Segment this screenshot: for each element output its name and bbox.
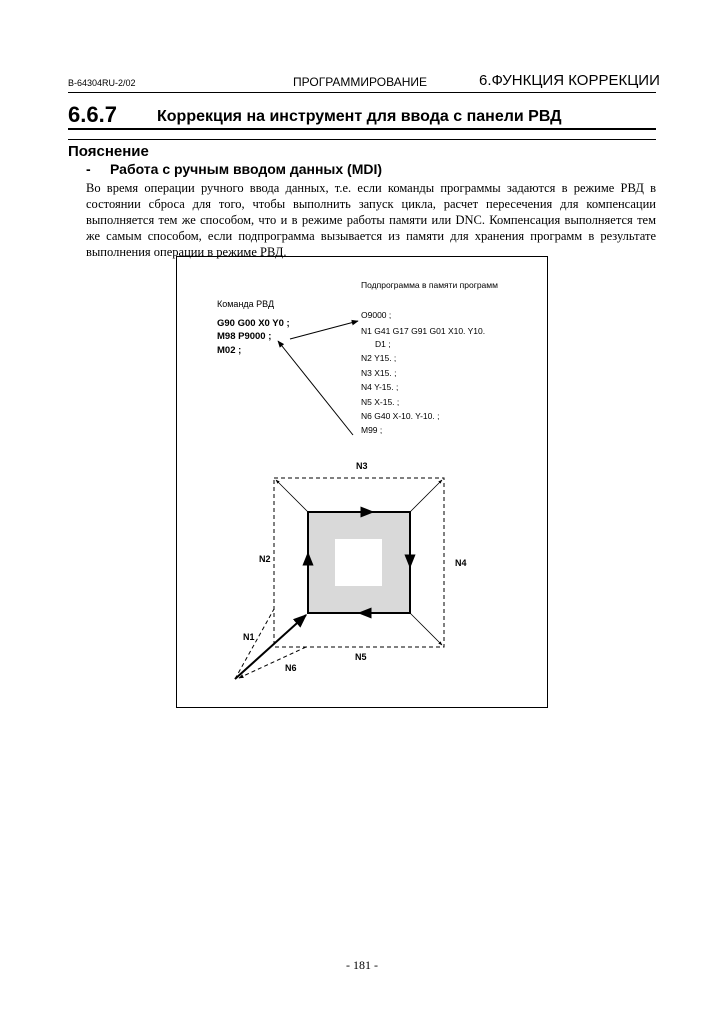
corner-arrow — [410, 480, 442, 512]
corner-arrow — [276, 480, 308, 512]
mdi-line: M98 P9000 ; — [217, 331, 272, 342]
subprogram-title: Подпрограмма в памяти программ — [361, 280, 498, 290]
subprogram-line: N5 X-15. ; — [361, 397, 400, 407]
mdi-line: M02 ; — [217, 345, 242, 356]
label-n3: N3 — [356, 461, 368, 471]
section-rule-thin — [68, 139, 656, 140]
subprogram-line: N4 Y-15. ; — [361, 382, 399, 392]
subprogram-line: O9000 ; — [361, 310, 392, 320]
label-n6: N6 — [285, 663, 297, 673]
section-rule-thick — [68, 128, 656, 130]
page-number: - 181 - — [346, 958, 378, 972]
corner-arrow — [410, 613, 442, 645]
explanation-heading: Пояснение — [68, 143, 149, 160]
subprogram-line: N1 G41 G17 G91 G01 X10. Y10. — [361, 326, 486, 336]
call-arrow — [290, 321, 358, 339]
header-rule — [68, 92, 656, 93]
figure-frame — [176, 256, 548, 708]
label-n1: N1 — [243, 632, 255, 642]
label-n5: N5 — [355, 652, 367, 662]
tool-path-diagram — [177, 257, 549, 709]
section-number: 6.6.7 — [68, 102, 117, 127]
subprogram-line: N3 X15. ; — [361, 368, 397, 378]
label-n4: N4 — [455, 558, 467, 568]
subprogram-line: D1 ; — [375, 339, 391, 349]
paragraph-text: Во время операции ручного ввода данных, т.е. если команды программы задаются в режиме РВД в состоянии сброса для того, чтобы выполнить запуск цикла, расчет пересечения для компенсации выполняется тем же способом, что и в режиме работы памяти или DNC. Компенсация выполняется тем же самым способом, если подпрограмма вызывается из памяти для хранения программ в результате выполнения операции в режиме РВД. — [86, 181, 656, 259]
approach-dashed — [235, 609, 274, 679]
mdi-title: Команда РВД — [217, 299, 275, 309]
bullet-dash: - — [86, 161, 91, 177]
mdi-line: G90 G00 X0 Y0 ; — [217, 318, 290, 329]
header-section: ПРОГРАММИРОВАНИЕ — [293, 75, 427, 89]
section-title: Коррекция на инструмент для ввода с панели РВД — [157, 108, 562, 125]
subprogram-line: N2 Y15. ; — [361, 353, 397, 363]
subprogram-line: N6 G40 X-10. Y-10. ; — [361, 411, 440, 421]
bullet-heading: Работа с ручным вводом данных (MDI) — [110, 161, 383, 177]
header-chapter: 6.ФУНКЦИЯ КОРРЕКЦИИ — [479, 72, 660, 89]
body-paragraph — [86, 180, 656, 260]
workpiece-hole — [335, 539, 382, 586]
label-n2: N2 — [259, 554, 271, 564]
subprogram-line: M99 ; — [361, 425, 383, 435]
document-code: B-64304RU-2/02 — [68, 78, 136, 88]
return-arrow — [278, 341, 353, 435]
